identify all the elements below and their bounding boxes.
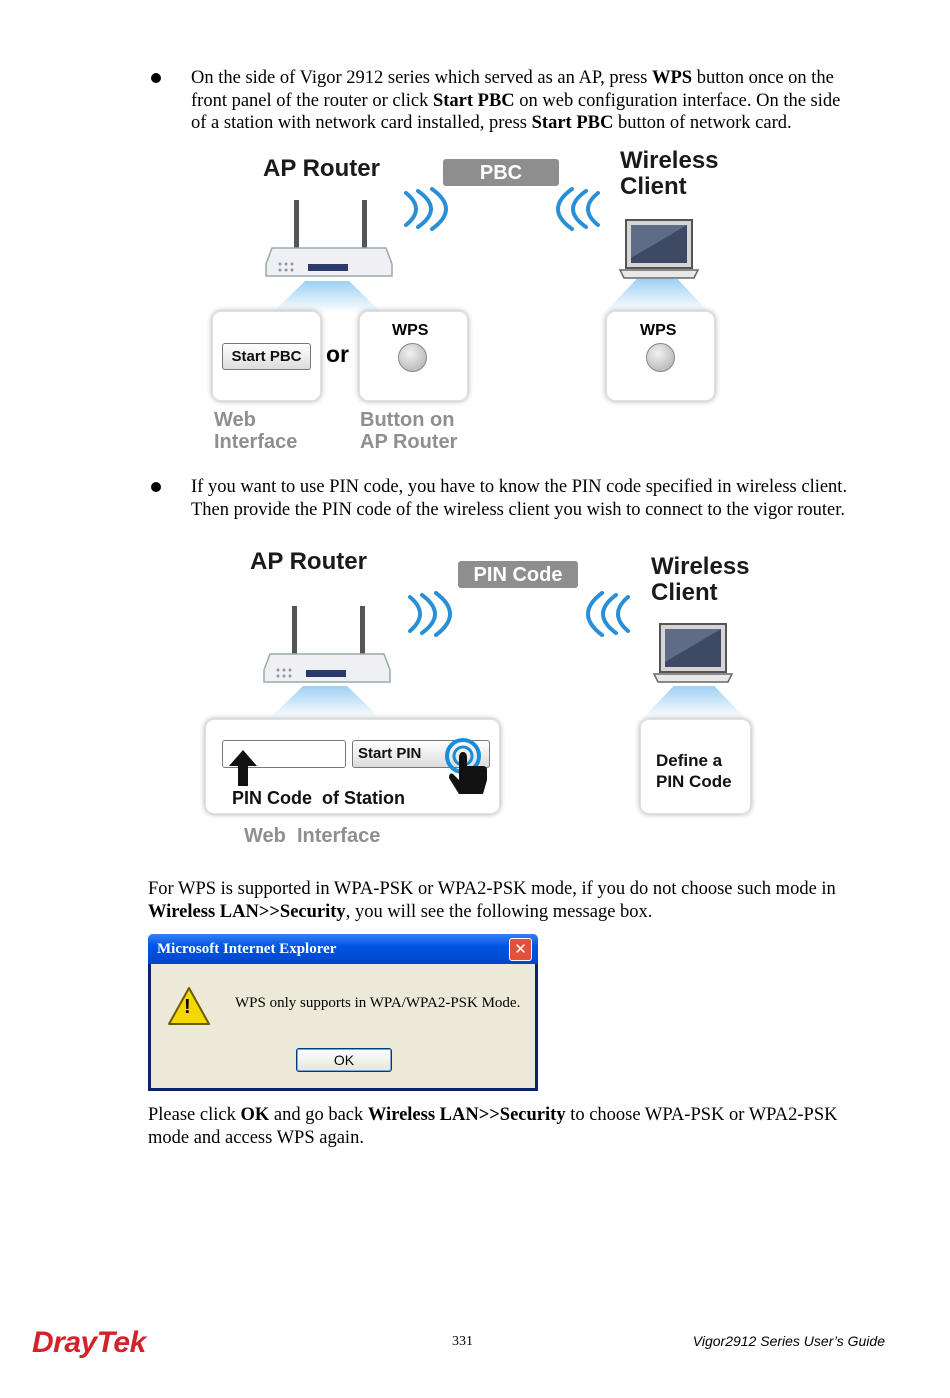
laptop-icon [618, 218, 700, 280]
wireless-client-title: Wireless Client [651, 553, 750, 606]
wpa-mode-paragraph: For WPS is supported in WPA-PSK or WPA2-PSK mode, if you do not choose such mode in Wireless LAN>>Security, you will see the following message box. [148, 879, 836, 922]
button-on-router-caption: Button on AP Router [360, 409, 458, 453]
dialog-message: WPS only supports in WPA/WPA2-PSK Mode. [235, 995, 521, 1011]
laptop-glow [606, 279, 708, 311]
wireless-client-title: Wireless Client [620, 147, 719, 200]
web-interface-caption: Web Interface [244, 825, 381, 847]
page-number: 331 [452, 1334, 473, 1349]
or-label: or [326, 341, 349, 367]
signal-waves-icon [402, 591, 638, 637]
guide-title: Vigor2912 Series User’s Guide [692, 1333, 885, 1349]
router-glow [270, 686, 380, 718]
start-pbc-button[interactable]: Start PBC [222, 343, 311, 370]
bullet-dot [151, 482, 161, 492]
laptop-icon [652, 622, 734, 684]
web-interface-caption: Web Interface [214, 409, 298, 453]
message-box-dialog [148, 934, 538, 1091]
start-pin-button[interactable]: Start PIN [352, 740, 490, 768]
warning-glyph: ! [184, 996, 191, 1018]
dialog-body [151, 964, 535, 1088]
bullet2-text: If you want to use PIN code, you have to know the PIN code specified in wireless client. Then provide the PIN code of the wireless client you wish to connect to the vigor router. [191, 477, 848, 520]
define-pin-label: Define a PIN Code [656, 751, 732, 791]
wps-label: WPS [392, 322, 429, 339]
router-icon [262, 602, 392, 688]
wps-label-client: WPS [640, 322, 677, 339]
signal-waves-icon [398, 187, 608, 231]
wps-button-router[interactable] [398, 343, 427, 372]
router-icon [264, 196, 394, 282]
draytek-logo: DrayTek [32, 1326, 146, 1359]
close-icon[interactable]: ✕ [509, 938, 532, 961]
ok-button[interactable]: OK [296, 1048, 392, 1072]
dialog-title-bar [148, 934, 538, 964]
click-ok-paragraph: Please click OK and go back Wireless LAN>>Security to choose WPA-PSK or WPA2-PSK mode and access WPS again. [148, 1105, 838, 1148]
up-arrow-icon [229, 750, 257, 786]
bullet-dot [151, 73, 161, 83]
router-glow [272, 281, 382, 313]
pbc-label: PBC [443, 159, 559, 186]
ap-router-title: AP Router [263, 155, 380, 182]
bullet1-text: On the side of Vigor 2912 series which served as an AP, press WPS button once on the front panel of the router or click Start PBC on web configuration interface. On the side of a station with network card installed, press Start PBC button of network card. [191, 68, 841, 133]
wps-button-client[interactable] [646, 343, 675, 372]
hand-cursor-icon [443, 738, 493, 802]
pin-code-label: PIN Code [458, 561, 578, 588]
pin-code-station-label: PIN Code of Station [232, 788, 405, 808]
dialog-title: Microsoft Internet Explorer [157, 941, 337, 957]
ap-router-title: AP Router [250, 548, 367, 575]
laptop-glow [643, 686, 745, 718]
